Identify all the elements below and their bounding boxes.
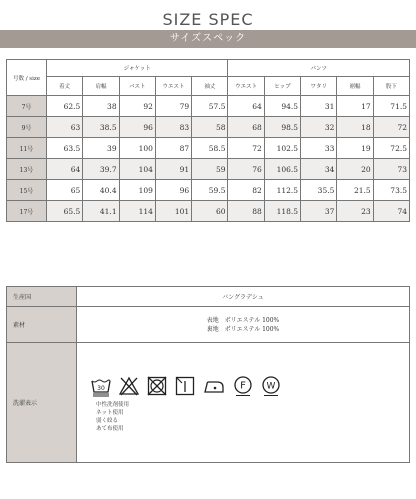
value-cell: 101 (155, 201, 191, 222)
jacket-group-header: ジャケット (47, 60, 228, 77)
origin-label: 生産国 (7, 287, 77, 307)
section-banner: サイズスペック (0, 30, 416, 48)
value-cell: 74 (373, 201, 409, 222)
value-cell: 39 (83, 138, 119, 159)
value-cell: 31 (301, 96, 337, 117)
col-header: ウエスト (155, 77, 191, 96)
size-cell: 11号 (7, 138, 47, 159)
value-cell: 72 (373, 117, 409, 138)
col-header: 肩幅 (83, 77, 119, 96)
care-line: あて布使用 (96, 425, 124, 432)
value-cell: 79 (155, 96, 191, 117)
wet-clean-w-icon (260, 375, 282, 397)
size-cell: 17号 (7, 201, 47, 222)
value-cell: 39.7 (83, 159, 119, 180)
value-cell: 94.5 (264, 96, 300, 117)
value-cell: 112.5 (264, 180, 300, 201)
value-cell: 73.5 (373, 180, 409, 201)
care-line: 中性洗剤使用 (96, 401, 130, 408)
value-cell: 72 (228, 138, 264, 159)
col-header: 股下 (373, 77, 409, 96)
page-title: SIZE SPEC (162, 10, 254, 29)
value-cell: 98.5 (264, 117, 300, 138)
size-header: 号数 / size (7, 60, 47, 96)
table-row (7, 159, 410, 180)
care-value (77, 343, 410, 463)
col-header: ウエスト (228, 77, 264, 96)
value-cell: 104 (119, 159, 155, 180)
iron-low-icon (202, 375, 226, 397)
table-row (7, 96, 410, 117)
value-cell: 96 (155, 180, 191, 201)
value-cell: 40.4 (83, 180, 119, 201)
material-label: 素材 (7, 307, 77, 343)
value-cell: 96 (119, 117, 155, 138)
value-cell: 60 (192, 201, 228, 222)
value-cell: 58.5 (192, 138, 228, 159)
col-header: 着丈 (47, 77, 83, 96)
value-cell: 38.5 (83, 117, 119, 138)
value-cell: 83 (155, 117, 191, 138)
value-cell: 73 (373, 159, 409, 180)
wash-30-gentle-icon (90, 375, 112, 397)
value-cell: 64 (47, 159, 83, 180)
value-cell: 72.5 (373, 138, 409, 159)
value-cell: 19 (337, 138, 373, 159)
origin-value: バングラデシュ (77, 287, 410, 307)
value-cell: 41.1 (83, 201, 119, 222)
value-cell: 102.5 (264, 138, 300, 159)
value-cell: 62.5 (47, 96, 83, 117)
value-cell: 76 (228, 159, 264, 180)
wash-temp: 30 (97, 384, 105, 392)
care-icons (78, 369, 408, 397)
material-value (77, 307, 410, 343)
no-bleach-icon (118, 375, 140, 397)
value-cell: 63 (47, 117, 83, 138)
value-cell: 33 (301, 138, 337, 159)
value-cell: 23 (337, 201, 373, 222)
value-cell: 38 (83, 96, 119, 117)
value-cell: 65 (47, 180, 83, 201)
col-header: バスト (119, 77, 155, 96)
table-row (7, 138, 410, 159)
value-cell: 118.5 (264, 201, 300, 222)
value-cell: 114 (119, 201, 155, 222)
col-header: ヒップ (264, 77, 300, 96)
pants-group-header: パンツ (228, 60, 410, 77)
dry-clean-letter: F (240, 380, 246, 391)
value-cell: 63.5 (47, 138, 83, 159)
value-cell: 59 (192, 159, 228, 180)
value-cell: 106.5 (264, 159, 300, 180)
size-cell: 7号 (7, 96, 47, 117)
size-cell: 9号 (7, 117, 47, 138)
material-line: 裏地 ポリエステル 100% (206, 325, 280, 333)
value-cell: 82 (228, 180, 264, 201)
value-cell: 64 (228, 96, 264, 117)
table-row (7, 201, 410, 222)
value-cell: 65.5 (47, 201, 83, 222)
value-cell: 92 (119, 96, 155, 117)
value-cell: 32 (301, 117, 337, 138)
value-cell: 88 (228, 201, 264, 222)
care-label: 洗濯表示 (7, 343, 77, 463)
care-line: 弱く絞る (96, 417, 119, 424)
value-cell: 37 (301, 201, 337, 222)
value-cell: 18 (337, 117, 373, 138)
table-row (7, 180, 410, 201)
care-line: ネット使用 (96, 409, 124, 416)
col-header: ワタリ (301, 77, 337, 96)
value-cell: 17 (337, 96, 373, 117)
size-cell: 15号 (7, 180, 47, 201)
size-cell: 13号 (7, 159, 47, 180)
value-cell: 58 (192, 117, 228, 138)
care-instructions (78, 397, 408, 437)
size-spec-table (6, 59, 410, 222)
value-cell: 100 (119, 138, 155, 159)
table-row (7, 117, 410, 138)
no-tumble-dry-icon (146, 375, 168, 397)
value-cell: 109 (119, 180, 155, 201)
line-dry-shade-icon (174, 375, 196, 397)
value-cell: 91 (155, 159, 191, 180)
product-info-table (6, 286, 410, 463)
value-cell: 35.5 (301, 180, 337, 201)
material-line: 表地 ポリエステル 100% (206, 316, 280, 324)
value-cell: 34 (301, 159, 337, 180)
col-header: 裾幅 (337, 77, 373, 96)
col-header: 袖丈 (192, 77, 228, 96)
wet-clean-letter: W (266, 381, 276, 391)
dry-clean-f-icon (232, 375, 254, 397)
value-cell: 68 (228, 117, 264, 138)
value-cell: 20 (337, 159, 373, 180)
value-cell: 71.5 (373, 96, 409, 117)
value-cell: 59.5 (192, 180, 228, 201)
value-cell: 87 (155, 138, 191, 159)
value-cell: 57.5 (192, 96, 228, 117)
value-cell: 21.5 (337, 180, 373, 201)
